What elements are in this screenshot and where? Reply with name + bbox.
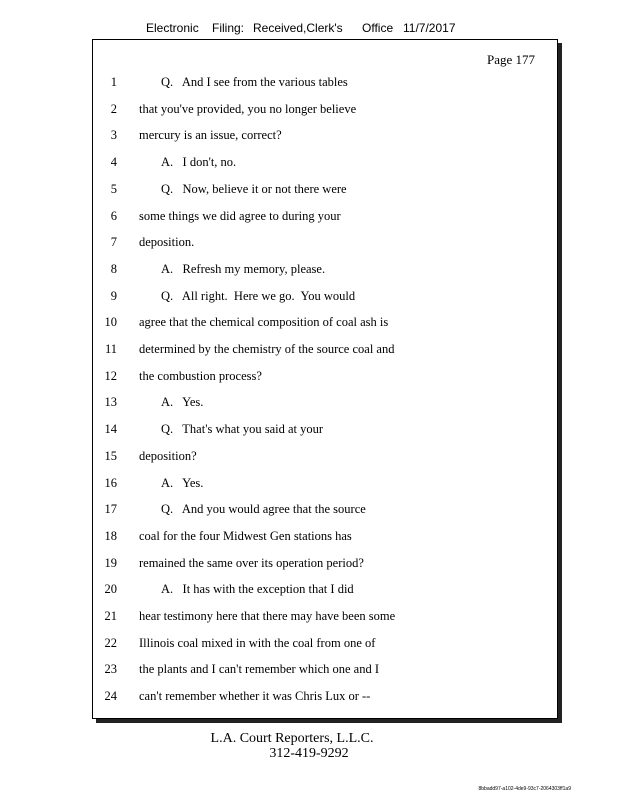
transcript-line [93, 689, 559, 709]
line-number: 9 [110, 288, 117, 303]
line-text: A. I don't, no. [161, 155, 237, 170]
line-number: 5 [110, 181, 117, 196]
line-text: Illinois coal mixed in with the coal from one of [139, 635, 376, 650]
header-received: Received,Clerk's [253, 21, 343, 35]
transcript-line [93, 102, 559, 122]
transcript-line [93, 556, 559, 576]
transcript-line [93, 449, 559, 469]
footer-company: L.A. Court Reporters, L.L.C. [210, 731, 374, 746]
line-number: 19 [104, 555, 117, 570]
line-number: 15 [104, 448, 117, 463]
line-text: the plants and I can't remember which one and I [139, 662, 380, 677]
transcript-line [93, 662, 559, 682]
line-text: Q. And you would agree that the source [161, 502, 366, 517]
header-electronic: Electronic [146, 21, 199, 35]
line-number: 10 [104, 315, 117, 330]
transcript-line [93, 342, 559, 362]
line-text: coal for the four Midwest Gen stations has [139, 528, 352, 543]
line-number: 1 [110, 75, 117, 89]
line-text: that you've provided, you no longer believe [139, 101, 357, 116]
line-number: 22 [104, 635, 117, 650]
footer-phone: 312-419-9292 [269, 746, 349, 761]
line-number: 4 [110, 155, 117, 170]
transcript-line [93, 476, 559, 496]
page-number: Page 177 [486, 52, 535, 67]
transcript-line [93, 128, 559, 148]
transcript-line [93, 609, 559, 629]
transcript-line [93, 369, 559, 389]
header-filing: Filing: [212, 21, 245, 35]
line-text: hear testimony here that there may have been some [139, 609, 396, 623]
line-number: 12 [104, 368, 117, 383]
line-text: some things we did agree to during your [139, 208, 341, 223]
header-office: Office [362, 21, 394, 35]
line-text: deposition. [139, 235, 195, 250]
line-number: 7 [110, 235, 117, 250]
line-text: can't remember whether it was Chris Lux or -- [139, 689, 371, 704]
line-number: 16 [104, 475, 117, 490]
transcript-line [93, 636, 559, 656]
line-text: A. Yes. [161, 475, 204, 490]
transcript-page [92, 39, 558, 719]
line-number: 17 [104, 502, 117, 517]
transcript-line [93, 182, 559, 202]
line-number: 24 [104, 689, 117, 704]
line-number: 11 [104, 342, 117, 356]
line-text: mercury is an issue, correct? [139, 128, 282, 143]
line-text: deposition? [139, 448, 197, 463]
transcript-line [93, 209, 559, 229]
transcript-line [93, 422, 559, 442]
line-text: the combustion process? [139, 368, 262, 383]
line-number: 20 [104, 582, 117, 597]
line-number: 2 [110, 101, 117, 116]
transcript-line [93, 502, 559, 522]
transcript-line [93, 395, 559, 415]
line-text: A. Refresh my memory, please. [161, 261, 326, 276]
document-hash: 8bbadd97-a102-4de9-93c7-2064303ff1a9 [478, 786, 571, 792]
transcript-line [93, 582, 559, 602]
transcript-line [93, 315, 559, 335]
line-text: determined by the chemistry of the source coal and [139, 342, 395, 356]
line-text: Q. And I see from the various tables [161, 75, 348, 89]
transcript-line [93, 289, 559, 309]
transcript-line [93, 75, 559, 95]
line-number: 23 [104, 662, 117, 677]
line-number: 21 [104, 609, 117, 623]
line-text: Q. That's what you said at your [161, 422, 324, 437]
line-number: 6 [110, 208, 117, 223]
line-text: Q. Now, believe it or not there were [161, 181, 347, 196]
line-number: 3 [110, 128, 117, 143]
line-text: A. Yes. [161, 395, 204, 410]
line-number: 13 [104, 395, 117, 410]
transcript-line [93, 262, 559, 282]
line-number: 18 [104, 528, 117, 543]
transcript-line [93, 155, 559, 175]
line-number: 14 [104, 422, 117, 437]
header-date: 11/7/2017 [403, 21, 456, 35]
line-text: remained the same over its operation period? [139, 555, 364, 570]
line-number: 8 [110, 261, 117, 276]
line-text: agree that the chemical composition of coal ash is [139, 315, 389, 330]
line-text: Q. All right. Here we go. You would [161, 288, 356, 303]
line-text: A. It has with the exception that I did [161, 582, 354, 597]
transcript-line [93, 235, 559, 255]
transcript-line [93, 529, 559, 549]
